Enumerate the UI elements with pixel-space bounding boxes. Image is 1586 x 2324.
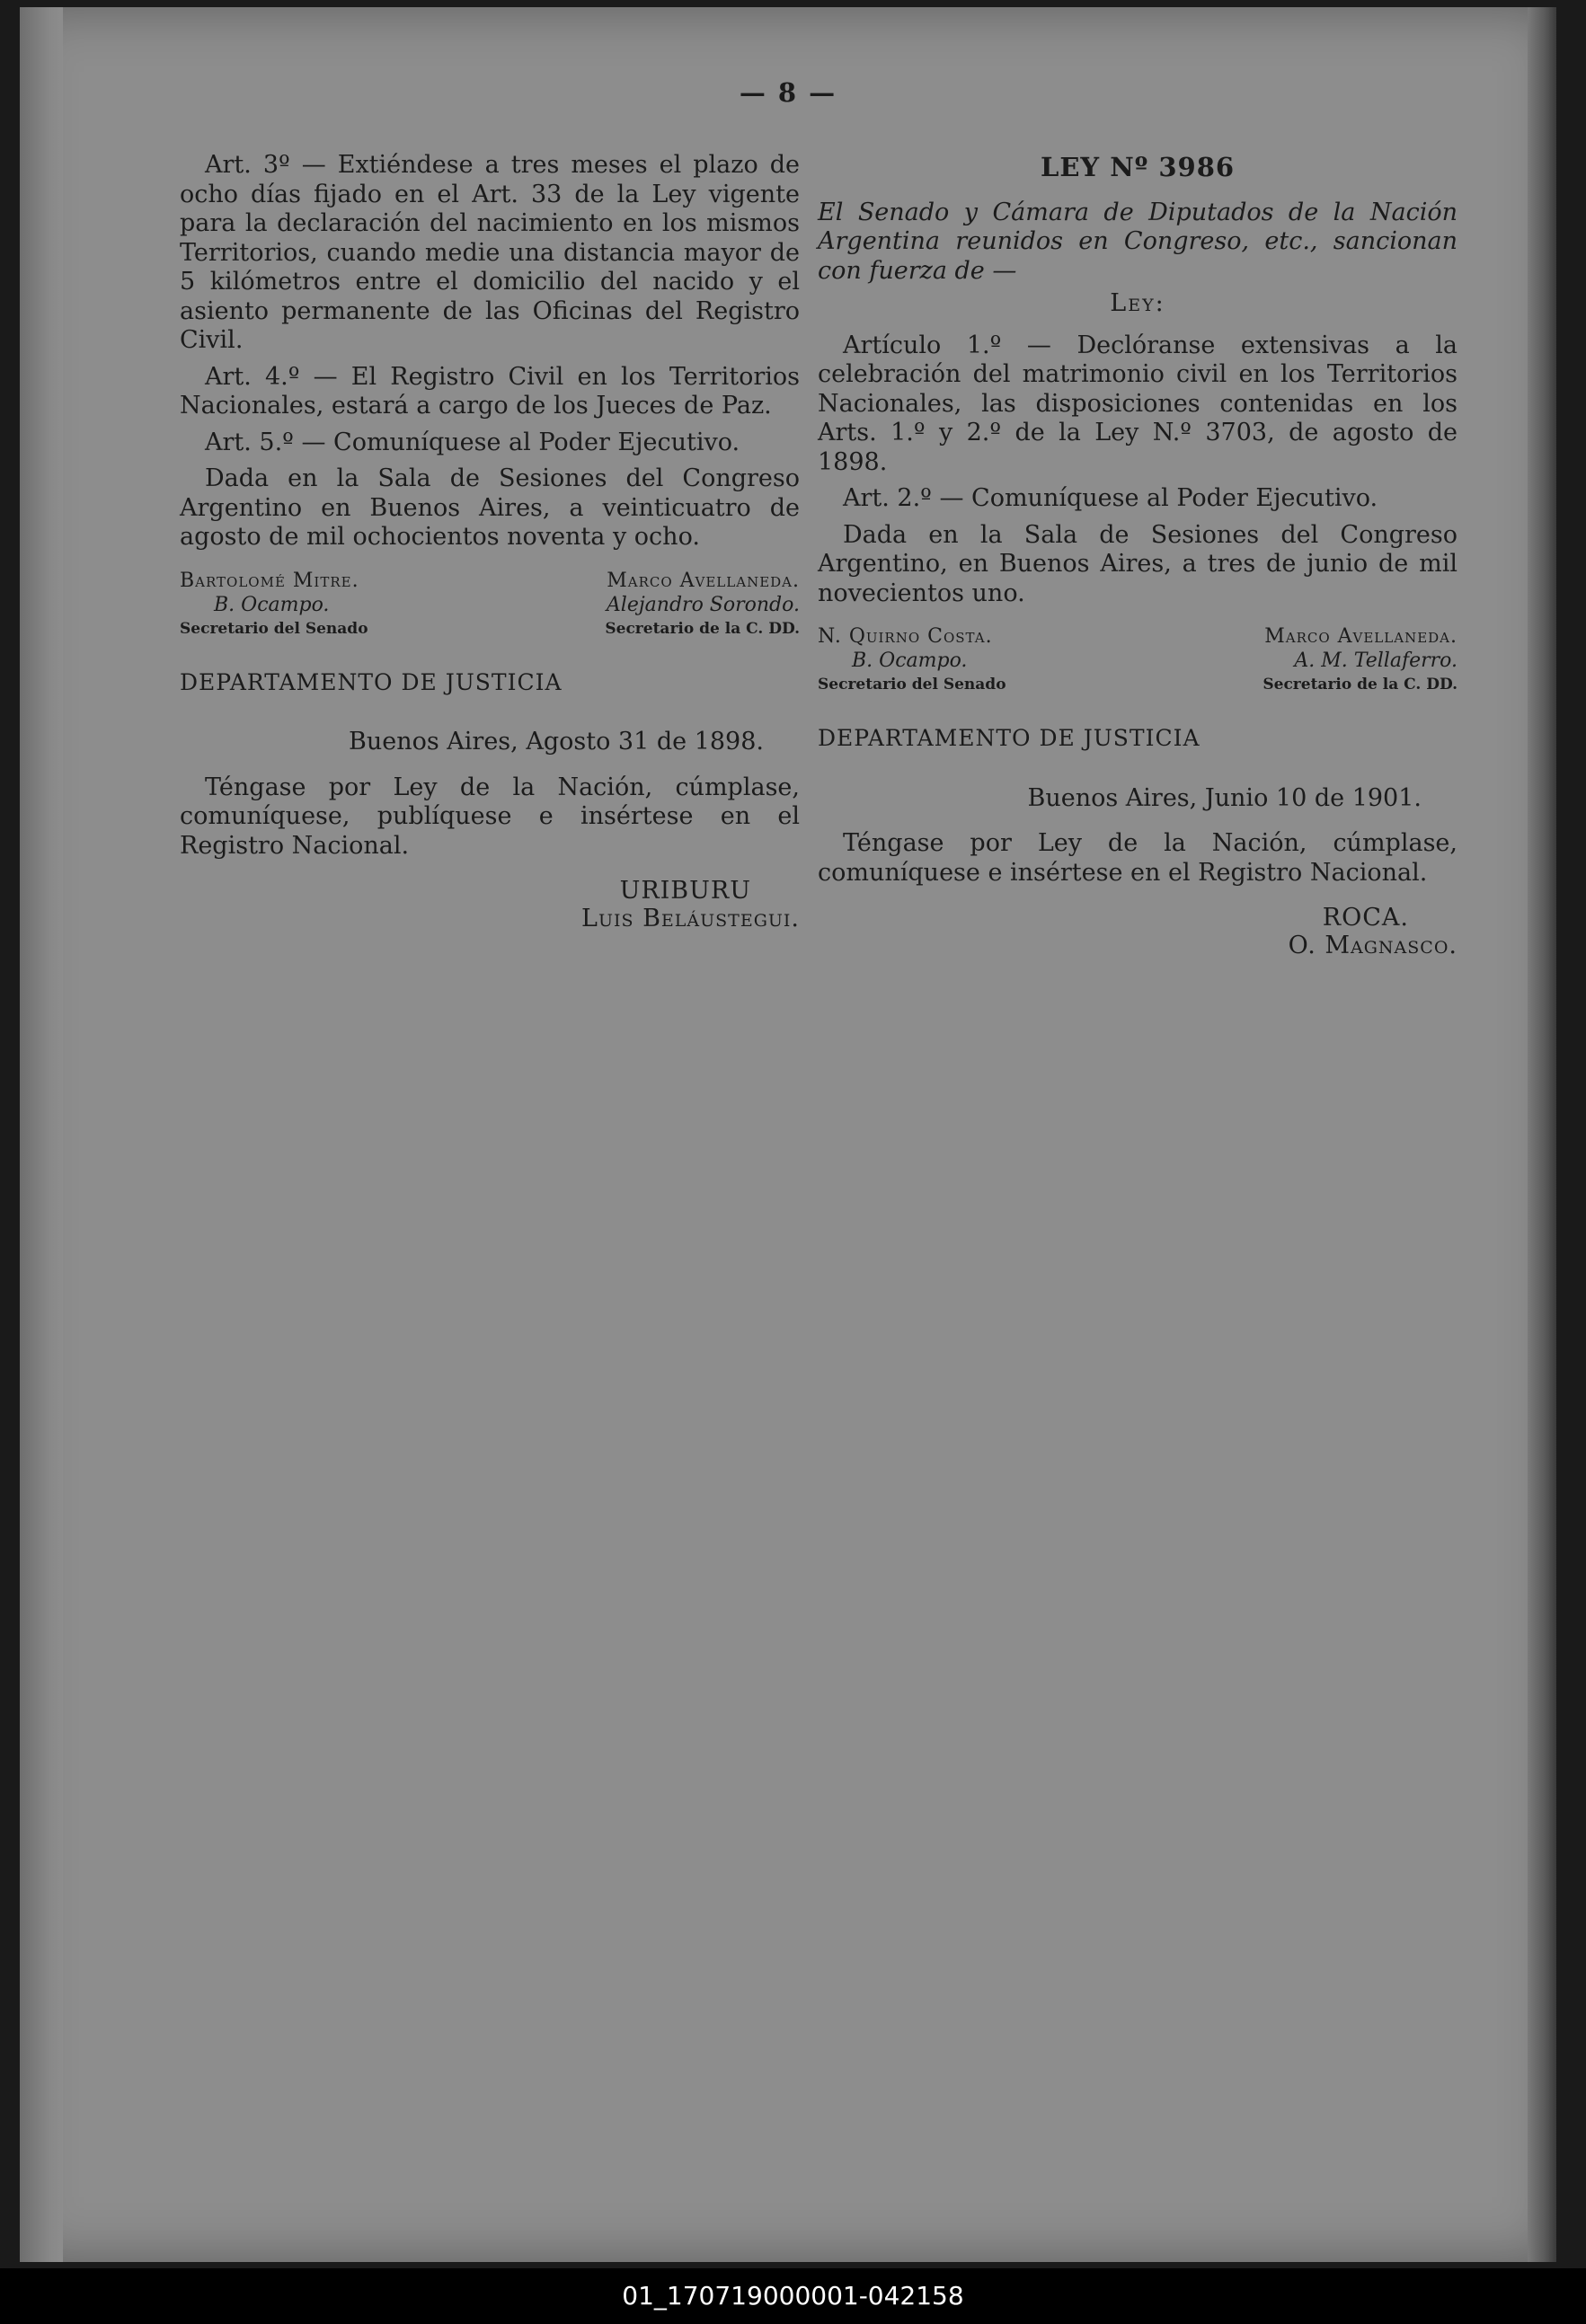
secretary-role: Secretario del Senado: [818, 676, 1006, 694]
scan-identifier: 01_170719000001-042158: [0, 2268, 1586, 2324]
decree-date: Buenos Aires, Junio 10 de 1901.: [1027, 783, 1422, 812]
minister-name: O. Magnasco.: [1288, 932, 1458, 959]
signatory-name: Bartolomé Mitre.: [180, 569, 359, 592]
signatory-name: Marco Avellaneda.: [1264, 625, 1458, 648]
department-heading: DEPARTAMENTO DE JUSTICIA: [180, 668, 563, 695]
department-heading: DEPARTAMENTO DE JUSTICIA: [818, 725, 1201, 751]
ley-heading: Ley:: [1110, 289, 1165, 317]
secretary-name: B. Ocampo.: [852, 649, 968, 672]
president-name: ROCA.: [1322, 904, 1409, 932]
signature-senate: [818, 624, 1006, 697]
signatory-name: Marco Avellaneda.: [607, 569, 800, 592]
article-5: Art. 5.º — Comuníquese al Poder Ejecutivo.: [205, 428, 740, 456]
dada-clause: Dada en la Sala de Sesiones del Congreso Argentino, en Buenos Aires, a tres de junio de mil novecientos uno.: [818, 520, 1458, 607]
signature-senate: [180, 569, 368, 641]
signature-deputies: [1263, 624, 1458, 697]
left-column: [180, 151, 800, 932]
promulgation-text: Téngase por Ley de la Nación, cúmplase, comuníquese, publíquese e insértese en el Registro Nacional.: [180, 773, 800, 860]
secretary-role: Secretario de la C. DD.: [605, 619, 800, 638]
signature-block: [180, 569, 800, 641]
law-title: LEY Nº 3986: [1040, 152, 1236, 182]
signatory-name: N. Quirno Costa.: [818, 625, 993, 648]
page-binding-edge: [20, 7, 63, 2262]
signature-block: [818, 624, 1458, 697]
president-name: URIBURU: [619, 877, 751, 905]
article-1: Artículo 1.º — Declóranse extensivas a la celebración del matrimonio civil en los Territorios Nacionales, las disposiciones contenidas en los Arts. 1.º y 2.º de la Ley N.º 3703, de agosto de 1898.: [818, 331, 1458, 476]
secretary-name: Alejandro Sorondo.: [606, 593, 800, 616]
secretary-role: Secretario de la C. DD.: [1263, 676, 1458, 694]
executive-signature: [818, 904, 1458, 959]
signature-deputies: [605, 569, 800, 641]
document-page: [20, 7, 1556, 2262]
secretary-name: A. M. Tellaferro.: [1294, 649, 1458, 672]
executive-signature: [180, 877, 800, 932]
promulgation-text: Téngase por Ley de la Nación, cúmplase, comuníquese e insértese en el Registro Nacional.: [818, 829, 1458, 887]
article-2: Art. 2.º — Comuníquese al Poder Ejecutivo.: [843, 484, 1378, 512]
right-column: [818, 151, 1458, 959]
minister-name: Luis Beláustegui.: [581, 905, 800, 932]
preamble: El Senado y Cámara de Diputados de la Nación Argentina reunidos en Congreso, etc., sancionan con fuerza de —: [818, 198, 1458, 285]
secretary-name: B. Ocampo.: [214, 593, 330, 616]
page-number: — 8 —: [739, 77, 837, 108]
article-3: Art. 3º — Extiéndese a tres meses el plazo de ocho días fijado en el Art. 33 de la Ley vigente para la declaración del nacimiento en los mismos Territorios, cuando medie una distancia mayor de 5 kilómetros entre el domicilio del nacido y el asiento permanente de las Oficinas del Registro Civil.: [180, 151, 800, 354]
article-4: Art. 4.º — El Registro Civil en los Territorios Nacionales, estará a cargo de los Jueces de Paz.: [180, 362, 800, 420]
page-outer-edge: [1528, 7, 1556, 2262]
secretary-role: Secretario del Senado: [180, 619, 368, 638]
dada-clause: Dada en la Sala de Sesiones del Congreso Argentino en Buenos Aires, a veinticuatro de agosto de mil ochocientos noventa y ocho.: [180, 464, 800, 551]
decree-date: Buenos Aires, Agosto 31 de 1898.: [349, 728, 764, 756]
